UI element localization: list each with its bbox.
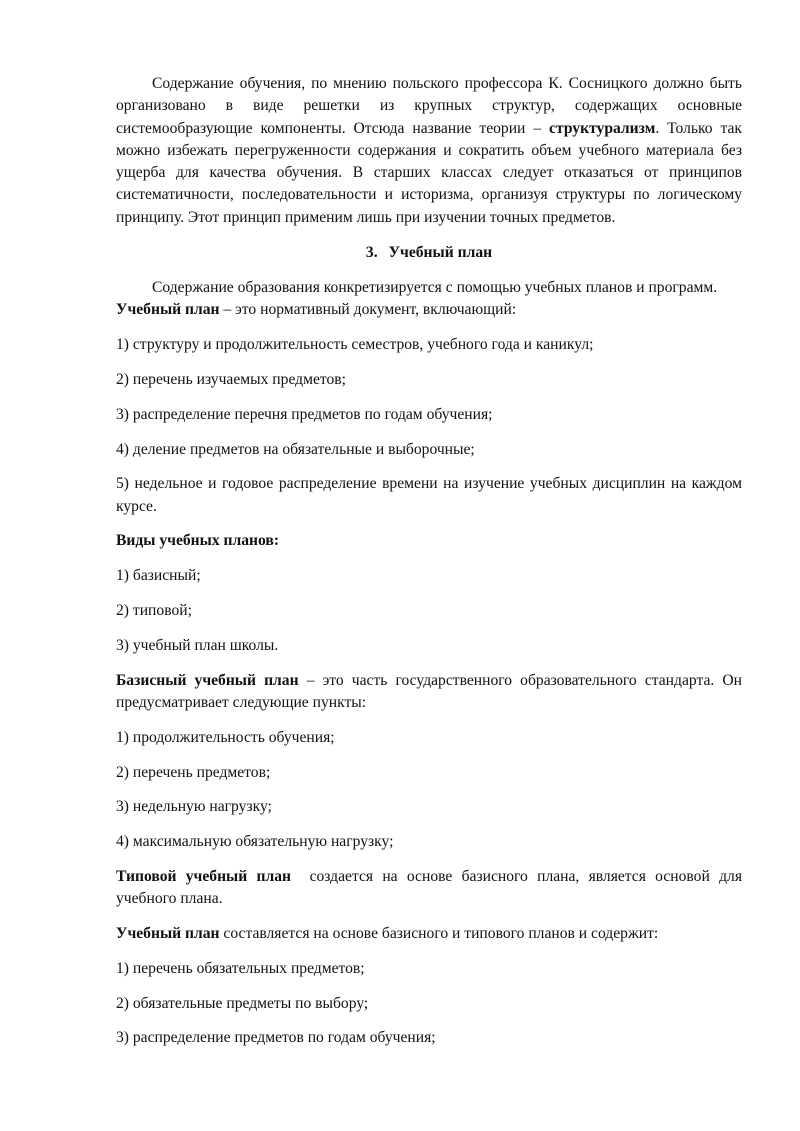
list-item: 1) базисный; <box>116 567 201 585</box>
types-heading <box>116 530 742 552</box>
list-item: 2) перечень изучаемых предметов; <box>116 370 346 388</box>
typical-plan-definition <box>116 866 746 911</box>
basic-plan-list <box>116 727 742 854</box>
list-item: 5) недельное и годовое распределение времени на изучение учебных дисциплин на каждом курсе. <box>116 475 742 515</box>
list-item: 1) перечень обязательных предметов; <box>116 959 365 977</box>
list-item: 2) типовой; <box>116 602 192 620</box>
basic-plan-term: Базисный учебный план <box>116 671 299 689</box>
list-item: 1) структуру и продолжительность семестров, учебного года и каникул; <box>116 336 594 354</box>
list-item: 2) обязательные предметы по выбору; <box>116 994 369 1012</box>
list-item: 4) деление предметов на обязательные и выборочные; <box>116 440 475 458</box>
list-item: 3) распределение перечня предметов по годам обучения; <box>116 405 493 423</box>
plan-definition <box>116 299 742 321</box>
intro-paragraph <box>116 73 742 229</box>
basic-plan-definition-text: – это часть государственного образовательного стандарта. Он предусматривает следующие пункты: <box>116 671 742 711</box>
list-item: 3) распределение предметов по годам обучения; <box>116 1029 436 1047</box>
plan-items-list <box>116 334 742 518</box>
list-item: 1) продолжительность обучения; <box>116 728 335 746</box>
intro-text-part1: Содержание обучения, по мнению польского профессора К. Сосницкого должно быть организовано в виде решетки из крупных структур, содержащих основные системообразующие компоненты. Отсюда название теории – <box>116 75 742 137</box>
section-number: 3. <box>365 244 378 262</box>
list-item: 4) максимальную обязательную нагрузку; <box>116 833 394 851</box>
list-item: 3) учебный план школы. <box>116 636 279 654</box>
school-plan-list <box>116 958 742 1050</box>
school-plan-definition-text: составляется на основе базисного и типового планов и содержит: <box>219 925 659 943</box>
school-plan-term: Учебный план <box>116 925 220 943</box>
typical-plan-definition-text: создается на основе базисного плана, является основой для учебного плана. <box>116 867 746 908</box>
types-heading-text: Виды учебных планов: <box>116 532 280 550</box>
list-item: 3) недельную нагрузку; <box>116 798 272 816</box>
intro-text-part2: . Только так можно избежать перегруженности содержания и сократить объем учебного материала без ущерба для качества обучения. В старших классах следует отказаться от принципов систематичности, последовательности и историзма, организуя структуры по логическому принципу. Этот принцип применим лишь при изучении точных предметов. <box>116 119 742 226</box>
section-title: Учебный план <box>388 244 493 262</box>
basic-plan-definition <box>116 670 742 715</box>
section-heading <box>116 242 742 264</box>
plan-term: Учебный план <box>116 301 220 319</box>
types-list <box>116 565 742 657</box>
school-plan-definition <box>116 923 742 945</box>
list-item: 2) перечень предметов; <box>116 763 271 781</box>
plan-intro-sentence: Содержание образования конкретизируется с помощью учебных планов и программ. <box>152 279 718 297</box>
typical-plan-term: Типовой учебный план <box>116 867 292 885</box>
document-page <box>116 73 746 1062</box>
plan-definition-text: – это нормативный документ, включающий: <box>219 301 517 319</box>
intro-term: структурализм <box>549 119 656 137</box>
